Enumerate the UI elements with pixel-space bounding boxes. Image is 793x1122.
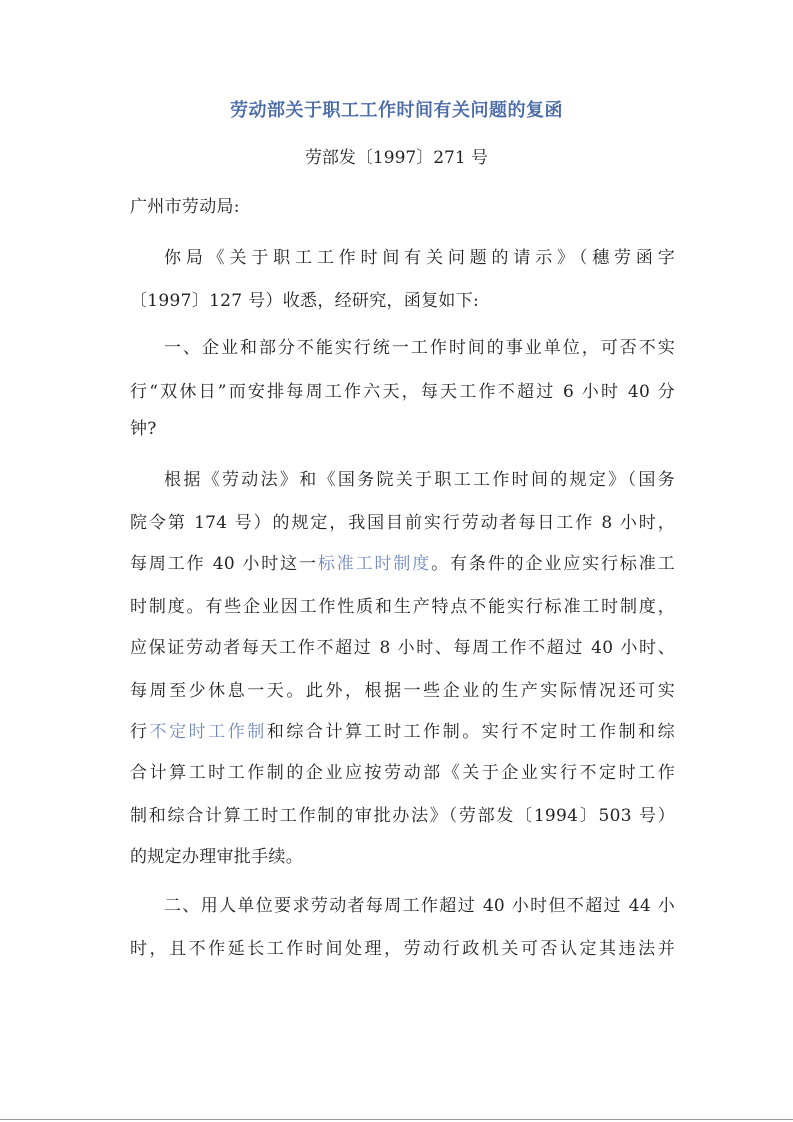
- text-segment: 每周工作 40 小时这一: [130, 554, 318, 574]
- flexible-working-hours-link[interactable]: 不定时工作制: [149, 722, 267, 742]
- addressee: 广州市劳动局:: [130, 197, 240, 217]
- paragraph-3-line-2: 院令第 174 号）的规定，我国目前实行劳动者每日工作 8 小时，: [130, 513, 675, 533]
- paragraph-2-line-2: 行“双休日”而安排每周工作六天，每天工作不超过 6 小时 40 分: [130, 382, 675, 402]
- paragraph-3-line-5: 应保证劳动者每天工作不超过 8 小时、每周工作不超过 40 小时、: [130, 638, 675, 658]
- paragraph-3-line-9: 制和综合计算工时工作制的审批办法》（劳部发〔1994〕503 号）: [130, 806, 675, 826]
- paragraph-1-line-2: 〔1997〕127 号）收悉，经研究，函复如下:: [130, 291, 480, 311]
- text-segment: 行: [130, 722, 150, 742]
- page-bottom-divider: [0, 1119, 793, 1120]
- paragraph-3-line-1: 根据《劳动法》和《国务院关于职工工作时间的规定》（国务: [164, 470, 675, 490]
- paragraph-4-line-2: 时，且不作延长工作时间处理，劳动行政机关可否认定其违法并: [130, 939, 675, 959]
- paragraph-3-line-4: 时制度。有些企业因工作性质和生产特点不能实行标准工时制度，: [130, 597, 675, 617]
- paragraph-3-line-3: [130, 549, 675, 574]
- paragraph-3-line-7: [130, 717, 675, 742]
- paragraph-3-line-6: 每周至少休息一天。此外，根据一些企业的生产实际情况还可实: [130, 681, 675, 701]
- standard-working-hours-link[interactable]: 标准工时制度: [317, 554, 432, 574]
- paragraph-2-line-3: 钟?: [130, 419, 157, 439]
- paragraph-3-line-8: 合计算工时工作制的企业应按劳动部《关于企业实行不定时工作: [130, 763, 675, 783]
- text-segment: 。有条件的企业应实行标准工: [431, 554, 675, 574]
- paragraph-1-line-1: 你局《关于职工工作时间有关问题的请示》（穗劳函字: [164, 248, 675, 268]
- paragraph-4-line-1: 二、用人单位要求劳动者每周工作超过 40 小时但不超过 44 小: [164, 896, 675, 916]
- document-number: 劳部发〔1997〕271 号: [304, 148, 489, 168]
- document-title: 劳动部关于职工工作时间有关问题的复函: [230, 100, 563, 121]
- paragraph-3-line-10: 的规定办理审批手续。: [130, 847, 303, 867]
- text-segment: 和综合计算工时工作制。实行不定时工作制和综: [266, 722, 675, 742]
- paragraph-2-line-1: 一、企业和部分不能实行统一工作时间的事业单位，可否不实: [164, 338, 675, 358]
